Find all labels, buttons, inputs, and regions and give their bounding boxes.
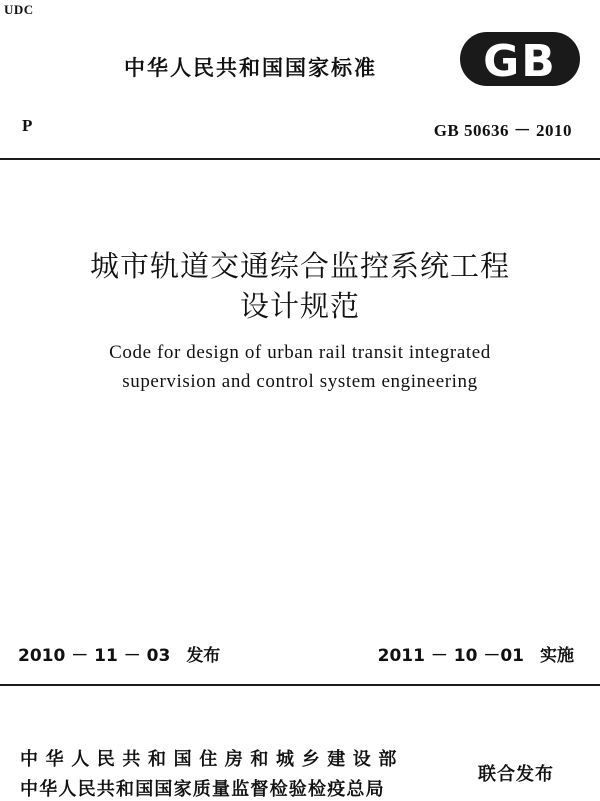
top-divider <box>0 158 600 160</box>
english-title-line-2: supervision and control system engineering <box>122 371 478 392</box>
chinese-title-line-2: 设计规范 <box>239 289 360 323</box>
issuer-ministry: 中华人民共和国住房和城乡建设部 <box>20 749 404 770</box>
standard-number: GB 50636 － 2010 <box>433 121 572 140</box>
gb-logo <box>458 30 582 88</box>
english-title-line-1: Code for design of urban rail transit integrated <box>109 342 491 363</box>
implementation-date-block <box>378 641 574 666</box>
classification-code: P <box>22 116 33 135</box>
joint-issue-label: 联合发布 <box>478 764 554 785</box>
issue-label: 发布 <box>186 646 221 666</box>
udc-label: UDC <box>4 2 34 17</box>
gb-logo-text: GB <box>483 36 557 87</box>
implementation-date: 2011 － 10 －01 <box>377 646 524 666</box>
issuer-aqsiq: 中华人民共和国国家质量监督检验检疫总局 <box>20 779 385 800</box>
bottom-divider <box>0 684 600 686</box>
implementation-label: 实施 <box>540 646 574 666</box>
issue-date: 2010 － 11 － 03 <box>18 646 171 666</box>
issue-date-block <box>18 641 220 666</box>
national-standard-title: 中华人民共和国国家标准 <box>124 56 377 80</box>
chinese-title-line-1: 城市轨道交通综合监控系统工程 <box>89 249 510 283</box>
